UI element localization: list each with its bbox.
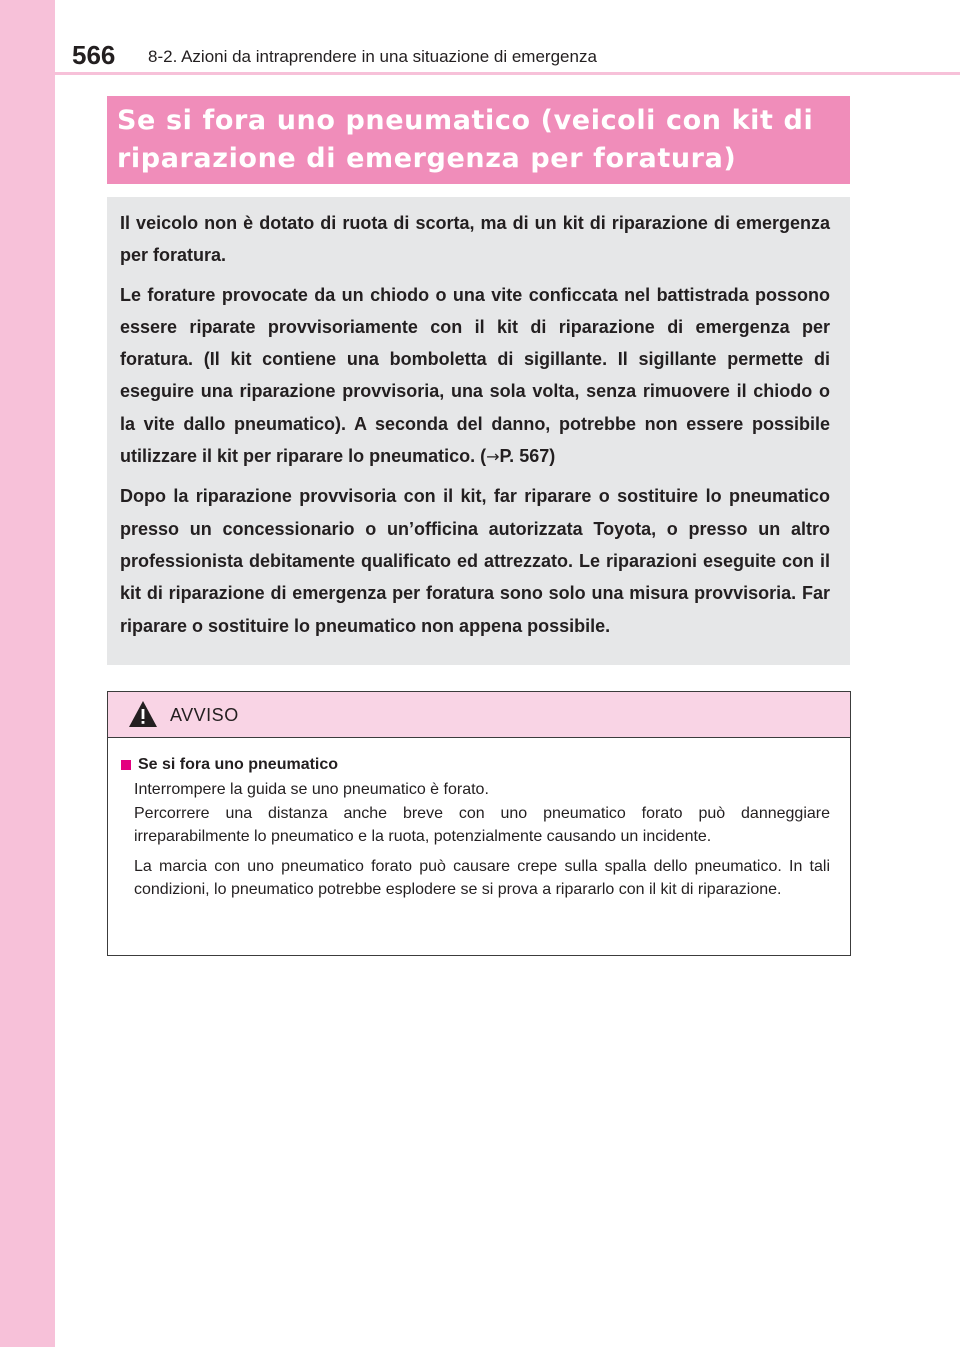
section-title-box [107, 96, 850, 184]
header-divider [0, 72, 960, 75]
section-title-line-2: riparazione di emergenza per foratura) [117, 143, 737, 174]
left-margin-strip [0, 0, 55, 1347]
page-header [0, 0, 960, 75]
warning-subheading-text: Se si fora uno pneumatico [138, 756, 339, 773]
info-paragraph-1: Il veicolo non è dotato di ruota di scorta, ma di un kit di riparazione di emergenza per foratura. [120, 213, 830, 266]
warning-paragraph-2: La marcia con uno pneumatico forato può causare crepe sulla spalla dello pneumatico. In tali condizioni, lo pneumatico potrebbe esplodere se si prova a ripararlo con il kit di riparazione. [134, 857, 830, 898]
warning-subheading [121, 754, 830, 776]
section-label: 8-2. Azioni da intraprendere in una situazione di emergenza [148, 47, 597, 66]
info-paragraph-2 [120, 279, 830, 474]
warning-paragraph-1b: Percorrere una distanza anche breve con uno pneumatico forato può danneggiare irreparabilmente lo pneumatico e la ruota, potenzialmente causando un incidente. [134, 804, 830, 845]
warning-triangle-icon [128, 700, 158, 728]
info-box [107, 197, 850, 665]
warning-paragraph-1 [134, 778, 830, 802]
warning-header [108, 692, 850, 738]
info-paragraph-2-text: Le forature provocate da un chiodo o una vite conficcata nel battistrada possono essere riparate provvisoriamente con il kit di riparazione di emergenza per foratura. (Il kit contiene una bomboletta di sigillante. Il sigillante permette di eseguire una riparazione provvisoria, una sola volta, senza rimuovere il chiodo o la vite dallo pneumatico). A seconda del danno, potrebbe non essere possibile utilizzare il kit per riparare lo pneumatico. ( [120, 284, 830, 467]
page-number: 566 [72, 40, 116, 70]
arrow-right-icon: → [486, 447, 500, 467]
square-bullet-icon [121, 760, 131, 770]
warning-box [107, 691, 851, 956]
warning-title: AVVISO [170, 705, 239, 725]
warning-paragraph-1-line-1: Interrompere la guida se uno pneumatico è forato. [134, 781, 489, 798]
warning-body [108, 738, 850, 902]
info-paragraph-3: Dopo la riparazione provvisoria con il kit, far riparare o sostituire lo pneumatico presso un concessionario o un’officina autorizzata Toyota, o presso un altro professionista debitamente qualificato ed attrezzato. Le riparazioni eseguite con il kit di riparazione di emergenza per foratura sono solo una misura provvisoria. Far riparare o sostituire lo pneumatico non appena possibile. [120, 486, 830, 636]
page-reference-link[interactable]: P. 567) [499, 446, 556, 467]
section-title-line-1: Se si fora uno pneumatico (veicoli con kit di [117, 105, 814, 136]
